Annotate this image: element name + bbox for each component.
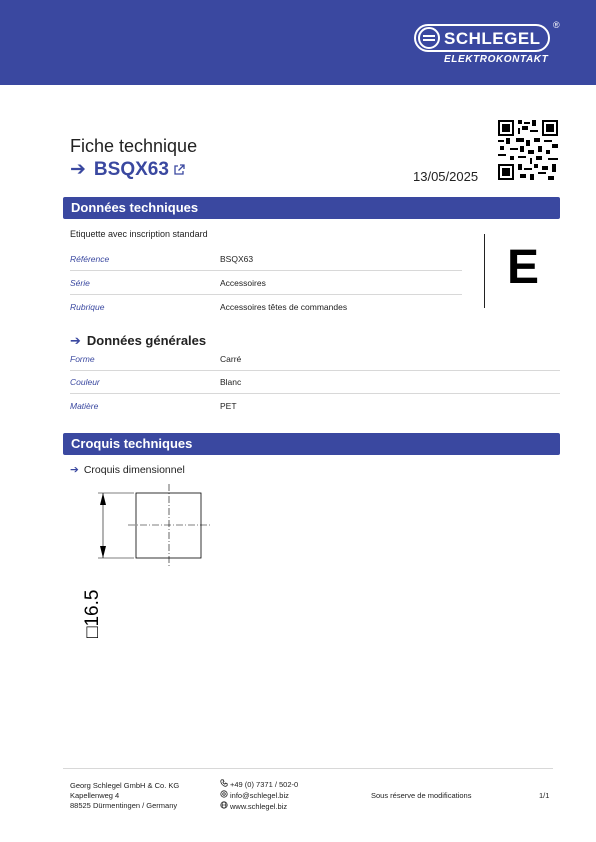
- header-banner: [0, 0, 596, 85]
- drawing-square: [136, 493, 201, 558]
- table-row: [70, 349, 560, 371]
- section-header-technical-data: Données techniques: [63, 197, 560, 219]
- footer-divider: [63, 768, 553, 769]
- schlegel-logo: [414, 20, 560, 68]
- document-title: Fiche technique: [70, 136, 198, 156]
- row-label: Couleur: [70, 377, 100, 387]
- phone-number: +49 (0) 7371 / 502-0: [230, 780, 299, 789]
- section-header-technical-sketches: Croquis techniques: [63, 433, 560, 455]
- label-symbol-box: [484, 234, 561, 308]
- subsection-title-general-data: [70, 333, 206, 349]
- table-row: [70, 273, 462, 295]
- globe-icon: [220, 801, 230, 812]
- phone-icon: [220, 779, 230, 790]
- logo-registered-mark: ®: [553, 20, 560, 30]
- table-row: [70, 372, 560, 394]
- product-code-link[interactable]: BSQX63: [93, 159, 169, 180]
- row-value: Accessoires têtes de commandes: [220, 302, 348, 312]
- sketch-label-text: Croquis dimensionnel: [83, 464, 185, 476]
- row-label: Référence: [70, 254, 110, 264]
- footer-company: [70, 781, 179, 811]
- company-name: Georg Schlegel GmbH & Co. KG: [70, 781, 180, 790]
- email-icon: [220, 790, 230, 801]
- row-label: Matière: [70, 401, 99, 411]
- row-label: Série: [70, 278, 90, 288]
- footer-notice: Sous réserve de modifications: [371, 791, 472, 800]
- subsection-title: Données générales: [86, 333, 207, 348]
- external-link-icon[interactable]: [173, 160, 185, 182]
- arrow-right-icon: ➔: [70, 333, 81, 348]
- logo-subtitle: ELEKTROKONTAKT: [444, 54, 549, 65]
- website-link[interactable]: www.schlegel.biz: [230, 802, 288, 811]
- company-street: Kapellenweg 4: [70, 791, 120, 800]
- table-row: [70, 396, 560, 418]
- sketch-label: [70, 464, 185, 476]
- row-value: BSQX63: [220, 254, 254, 264]
- table-row: [70, 297, 462, 319]
- company-city: 88525 Dürmentingen / Germany: [70, 801, 178, 810]
- document-date: 13/05/2025: [413, 169, 479, 184]
- logo-frame: [414, 24, 550, 52]
- dimensional-drawing: [70, 478, 220, 638]
- table-row: [70, 249, 462, 271]
- qr-code-icon: [498, 120, 558, 180]
- row-value: Accessoires: [220, 278, 266, 288]
- arrow-right-icon: ➔: [70, 159, 86, 180]
- arrow-down-icon: [100, 546, 106, 558]
- row-value: Carré: [220, 354, 242, 364]
- label-symbol: E: [507, 241, 540, 294]
- row-label: Forme: [70, 354, 95, 364]
- dimension-text: □16.5: [82, 589, 103, 638]
- footer-contacts: [220, 779, 298, 812]
- arrow-up-icon: [100, 493, 106, 505]
- logo-name: SCHLEGEL: [444, 29, 541, 48]
- product-heading: [70, 158, 185, 182]
- row-label: Rubrique: [70, 302, 105, 312]
- product-description: Etiquette avec inscription standard: [70, 229, 208, 239]
- row-value: Blanc: [220, 377, 242, 387]
- arrow-right-icon: ➔: [70, 464, 79, 476]
- logo-emblem-icon: [418, 27, 440, 49]
- row-value: PET: [220, 401, 237, 411]
- page-number: 1/1: [539, 791, 550, 800]
- email-link[interactable]: info@schlegel.biz: [230, 791, 289, 800]
